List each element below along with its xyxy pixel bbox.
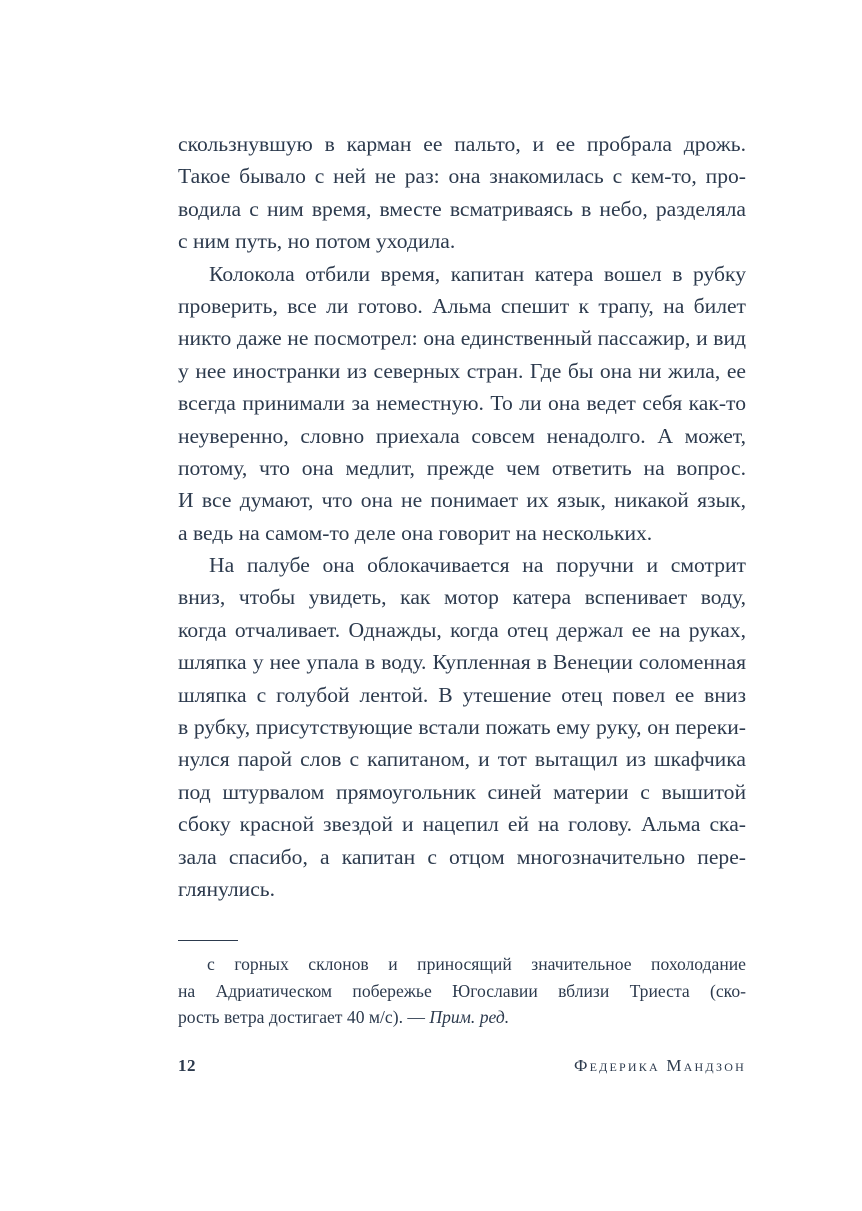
text-line: когда отчаливает. Однажды, когда отец держал ее на руках,: [178, 617, 746, 642]
text-line: под штурвалом прямоугольник синей материи с вышитой: [178, 779, 746, 804]
text-line: Такое бывало с ней не раз: она знакомилась с кем-то, про-: [178, 164, 746, 189]
text-line: Колокола отбили время, капитан катера вошел в рубку: [209, 261, 746, 286]
text-line: сбоку красной звездой и нацепил ей на голову. Альма ска-: [178, 812, 746, 837]
text-line: шляпка у нее упала в воду. Купленная в Венеции соломенная: [178, 650, 746, 675]
footnote-text: рость ветра достигает 40 м/с). —: [178, 1007, 430, 1027]
text-line: проверить, все ли готово. Альма спешит к трапу, на билет: [178, 293, 746, 318]
running-head-author: Федерика Мандзон: [573, 1056, 746, 1075]
text-line: нулся парой слов с капитаном, и тот вытащил из шкафчика: [178, 747, 746, 772]
text-line: у нее иностранки из северных стран. Где бы она ни жила, ее: [178, 358, 746, 383]
body-text: [178, 128, 746, 905]
text-line: неуверенно, словно приехала совсем ненадолго. А может,: [178, 423, 746, 448]
footnote-line: на Адриатическом побережье Югославии вблизи Триеста (ско-: [178, 980, 746, 1001]
text-line: зала спасибо, а капитан с отцом многозначительно пере-: [178, 844, 746, 869]
text-line: а ведь на самом-то деле она говорит на нескольких.: [178, 520, 653, 545]
text-line: И все думают, что она не понимает их язык, никакой язык,: [178, 488, 746, 513]
footnote-separator: [178, 940, 238, 941]
text-line: шляпка с голубой лентой. В утешение отец повел ее вниз: [178, 682, 746, 707]
text-line: никто даже не посмотрел: она единственный пассажир, и вид: [178, 326, 746, 351]
text-line: в рубку, присутствующие встали пожать ему руку, он переки-: [178, 715, 746, 740]
text-line: с ним путь, но потом уходила.: [178, 229, 456, 254]
footnote-line: с горных склонов и приносящий значительное похолодание: [207, 954, 746, 974]
text-line: вниз, чтобы увидеть, как мотор катера вспенивает воду,: [178, 585, 746, 610]
text-line: скользнувшую в карман ее пальто, и ее пробрала дрожь.: [178, 132, 746, 156]
text-line: потому, что она медлит, прежде чем ответить на вопрос.: [178, 455, 746, 480]
footnote-line: [178, 1004, 746, 1031]
editor-note: Прим. ред.: [429, 1007, 510, 1027]
text-line: водила с ним время, вместе всматриваясь в небо, разделяла: [178, 196, 746, 221]
text-line: всегда принимали за неместную. То ли она ведет себя как-то: [178, 391, 746, 416]
page-number: 12: [178, 1056, 196, 1075]
text-line: На палубе она облокачивается на поручни и смотрит: [209, 553, 746, 578]
footnote: [178, 951, 746, 1031]
text-line: глянулись.: [178, 876, 276, 901]
